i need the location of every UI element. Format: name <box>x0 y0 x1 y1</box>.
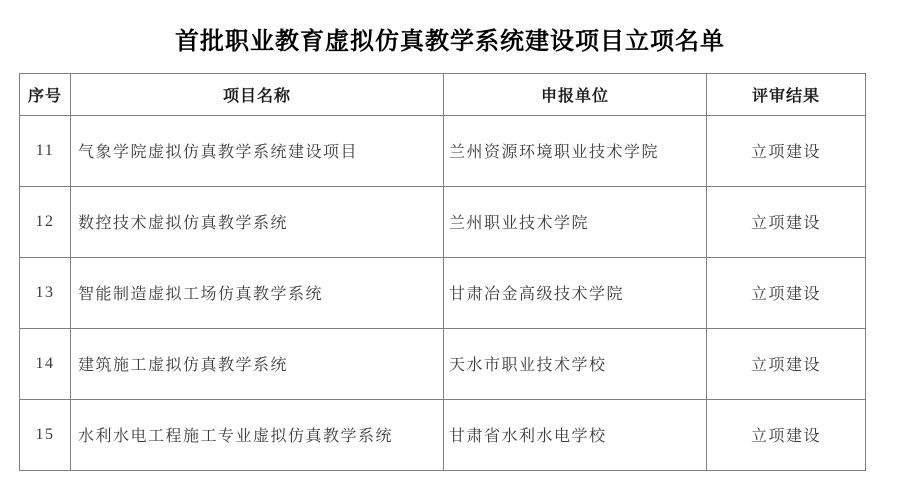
header-cell-result: 评审结果 <box>707 73 866 115</box>
header-cell-project: 项目名称 <box>71 73 444 115</box>
cell-result: 立项建设 <box>707 399 866 470</box>
cell-no: 14 <box>20 328 71 399</box>
cell-result: 立项建设 <box>707 257 866 328</box>
cell-result: 立项建设 <box>707 115 866 186</box>
cell-no: 13 <box>20 257 71 328</box>
cell-result: 立项建设 <box>707 186 866 257</box>
cell-unit: 兰州资源环境职业技术学院 <box>444 115 707 186</box>
cell-unit: 兰州职业技术学院 <box>444 186 707 257</box>
cell-unit: 甘肃冶金高级技术学院 <box>444 257 707 328</box>
header-cell-unit: 申报单位 <box>444 73 707 115</box>
cell-result: 立项建设 <box>707 328 866 399</box>
cell-project: 气象学院虚拟仿真教学系统建设项目 <box>71 115 444 186</box>
header-row <box>20 73 866 115</box>
cell-project: 智能制造虚拟工场仿真教学系统 <box>71 257 444 328</box>
cell-unit: 天水市职业技术学校 <box>444 328 707 399</box>
table-row <box>20 399 866 470</box>
cell-project: 建筑施工虚拟仿真教学系统 <box>71 328 444 399</box>
cell-project: 水利水电工程施工专业虚拟仿真教学系统 <box>71 399 444 470</box>
header-cell-no: 序号 <box>20 73 71 115</box>
page-title: 首批职业教育虚拟仿真教学系统建设项目立项名单 <box>175 29 725 55</box>
cell-unit: 甘肃省水利水电学校 <box>444 399 707 470</box>
cell-project: 数控技术虚拟仿真教学系统 <box>71 186 444 257</box>
cell-no: 12 <box>20 186 71 257</box>
table-row <box>20 186 866 257</box>
table-row <box>20 328 866 399</box>
table-row <box>20 257 866 328</box>
cell-no: 11 <box>20 115 71 186</box>
results-table <box>19 73 866 471</box>
cell-no: 15 <box>20 399 71 470</box>
table-row <box>20 115 866 186</box>
